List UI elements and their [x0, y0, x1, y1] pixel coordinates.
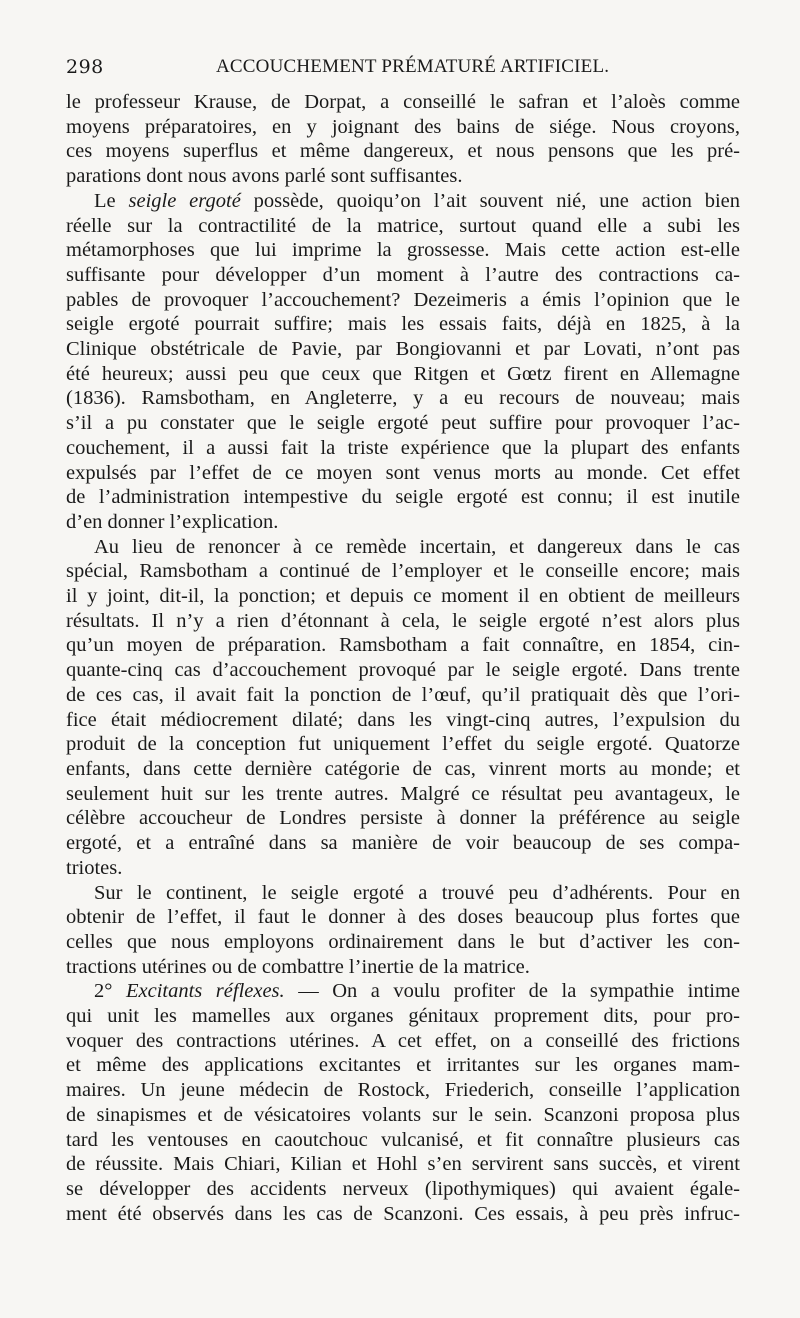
text-line: couchement, il a aussi fait la triste expérience que la plupart des enfants	[66, 436, 740, 459]
text-line: produit de la conception fut uniquement l’effet du seigle ergoté. Quatorze	[66, 733, 740, 756]
text-line: seulement huit sur les trente autres. Malgré ce résultat peu avantageux, le	[66, 782, 740, 805]
text-line: seigle ergoté pourrait suffire; mais les essais faits, déjà en 1825, à la	[66, 313, 740, 336]
text-line: le professeur Krause, de Dorpat, a conseillé le safran et l’aloès comme	[66, 91, 740, 113]
text-line: celles que nous employons ordinairement dans le but d’activer les con-	[66, 930, 740, 953]
lead-text: 2°	[94, 980, 126, 1003]
text-line: qui unit les mamelles aux organes génitaux proprement dits, pour pro-	[66, 1005, 740, 1028]
body-text	[66, 90, 740, 1226]
text-line: pables de provoquer l’accouchement? Dezeimeris a émis l’opinion que le	[66, 288, 740, 311]
paragraph-2	[66, 189, 740, 535]
text-line: qu’un moyen de préparation. Ramsbotham a fait connaître, en 1854, cin-	[66, 634, 740, 657]
text-line: moyens préparatoires, en y joignant des bains de siége. Nous croyons,	[66, 115, 740, 138]
page-header	[66, 50, 740, 84]
text-line: tard les ventouses en caoutchouc vulcanisé, et fit connaître plusieurs cas	[66, 1128, 740, 1151]
text-line: célèbre accoucheur de Londres persiste à donner la préférence au seigle	[66, 807, 740, 830]
lead-rest-text: — On a voulu profiter de la sympathie intime	[284, 980, 741, 1003]
text-line: obtenir de l’effet, il faut le donner à des doses beaucoup plus fortes que	[66, 906, 740, 929]
text-line: spécial, Ramsbotham a continué de l’employer et le conseille encore; mais	[66, 560, 740, 583]
text-line: s’il a pu constater que le seigle ergoté peut suffire pour provoquer l’ac-	[66, 412, 740, 435]
text-line: expulsés par l’effet de ce moyen sont venus morts au monde. Cet effet	[66, 461, 740, 484]
paragraph-5	[66, 979, 740, 1226]
text-line: quante-cinq cas d’accouchement provoqué par le seigle ergoté. Dans trente	[66, 659, 740, 682]
text-line: suffisante pour développer d’un moment à l’autre des contractions ca-	[66, 263, 740, 286]
text-line: et même des applications excitantes et irritantes sur les organes mam-	[66, 1054, 740, 1077]
text-line: il y joint, dit-il, la ponction; et depuis ce moment il en obtient de meilleurs	[66, 585, 740, 608]
text-line: voquer des contractions utérines. A cet effet, on a conseillé des frictions	[66, 1029, 740, 1052]
text-line: Au lieu de renoncer à ce remède incertain, et dangereux dans le cas	[94, 535, 740, 558]
text-line: de l’administration intempestive du seigle ergoté est connu; il est inutile	[66, 486, 740, 509]
text-line: de ces cas, il avait fait la ponction de l’œuf, qu’il pratiquait dès que l’ori-	[66, 683, 740, 706]
text-line: réelle sur la contractilité de la matrice, surtout quand elle a subi les	[66, 214, 740, 237]
lead-rest-text: possède, quoiqu’on l’ait souvent nié, une action bien	[240, 189, 740, 212]
text-line: métamorphoses que lui imprime la grossesse. Mais cette action est-elle	[66, 239, 740, 262]
text-line: de réussite. Mais Chiari, Kilian et Hohl s’en servirent sans succès, et virent	[66, 1153, 740, 1176]
text-line	[66, 979, 740, 1004]
text-line: fice était médiocrement dilaté; dans les vingt-cinq autres, l’expulsion du	[66, 708, 740, 731]
text-line: se développer des accidents nerveux (lipothymiques) qui avaient égale-	[66, 1177, 740, 1200]
text-line: de sinapismes et de vésicatoires volants sur le sein. Scanzoni proposa plus	[66, 1103, 740, 1126]
text-line: triotes.	[66, 856, 123, 879]
text-line: ment été observés dans les cas de Scanzoni. Ces essais, à peu près infruc-	[66, 1202, 740, 1225]
text-line: Sur le continent, le seigle ergoté a trouvé peu d’adhérents. Pour en	[94, 881, 740, 904]
lead-text: Le	[94, 189, 129, 212]
text-line: maires. Un jeune médecin de Rostock, Friederich, conseille l’application	[66, 1079, 740, 1102]
text-line	[66, 189, 740, 214]
page-number: 298	[66, 56, 104, 78]
text-line: été heureux; aussi peu que ceux que Ritgen et Gœtz firent en Allemagne	[66, 362, 740, 385]
text-line: tractions utérines ou de combattre l’inertie de la matrice.	[66, 955, 530, 978]
text-line: ces moyens superflus et même dangereux, et nous pensons que les pré-	[66, 140, 740, 163]
text-line: Clinique obstétricale de Pavie, par Bongiovanni et par Lovati, n’ont pas	[66, 338, 740, 361]
text-line: résultats. Il n’y a rien d’étonnant à cela, le seigle ergoté n’est alors plus	[66, 609, 740, 632]
text-line: d’en donner l’explication.	[66, 510, 279, 533]
paragraph-1	[66, 90, 740, 189]
paragraph-3	[66, 535, 740, 881]
paragraph-4	[66, 881, 740, 980]
text-line: parations dont nous avons parlé sont suffisantes.	[66, 165, 463, 188]
text-line: (1836). Ramsbotham, en Angleterre, y a eu recours de nouveau; mais	[66, 387, 740, 410]
emphasis-text: Excitants réflexes.	[125, 980, 285, 1003]
text-line: ergoté, et a entraîné dans sa manière de voir beaucoup de ses compa-	[66, 832, 740, 855]
running-title: ACCOUCHEMENT PRÉMATURÉ ARTIFICIEL.	[216, 56, 610, 77]
emphasis-text: seigle ergoté	[128, 189, 241, 212]
text-line: enfants, dans cette dernière catégorie de cas, vinrent morts au monde; et	[66, 757, 740, 780]
